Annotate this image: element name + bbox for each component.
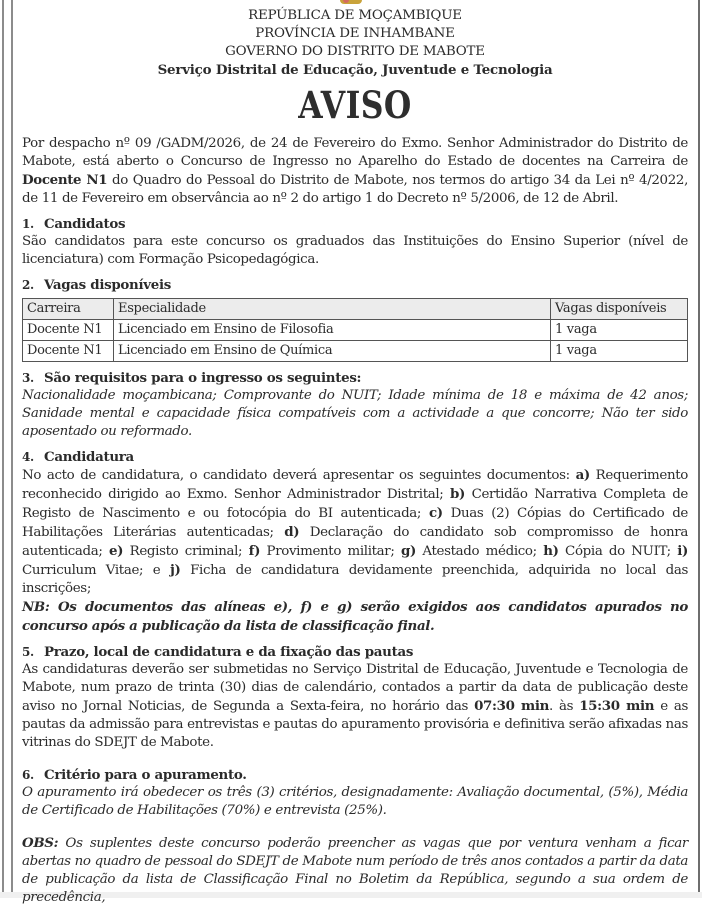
- intro-text-1: Por despacho nº 09 /GADM/2026, de 24 de Fevereiro do Exmo. Senhor Administrador do Distrito de Mabote, está aberto o Concurso de Ingresso no Aparelho do Estado de docentes na Carreira de: [22, 136, 688, 169]
- text: Requerimento reconhecido dirigido ao Exmo. Senhor Administrador Distrital;: [22, 468, 688, 502]
- text: Provimento militar;: [260, 544, 401, 559]
- text: Cópia do NUIT;: [558, 544, 678, 559]
- section-3-text: Nacionalidade moçambicana; Comprovante do NUIT; Idade mínima de 18 e máxima de 42 anos; Sanidade mental e capacidade física compatíveis com a actividade a que concorre; Não ter sido aposentado ou reformado.: [22, 388, 688, 439]
- section-4-heading: [22, 448, 688, 466]
- cell-especialidade: Licenciado em Ensino de Química: [114, 341, 551, 362]
- item-marker: e): [109, 543, 124, 559]
- document-page: [22, 7, 688, 907]
- item-marker: c): [428, 505, 443, 521]
- section-title: São requisitos para o ingresso os seguintes:: [44, 370, 362, 386]
- text: As candidaturas deverão ser submetidas no Serviço Distrital de Educação, Juventude e Tecnologia de Mabote, num prazo de trinta (30) dias de calendário, contados a partir da data de publicação deste aviso no Jornal Noticias, de Segunda a Sexta-feira, no horário das: [22, 662, 688, 714]
- table-row: [23, 341, 688, 362]
- section-2-heading: [22, 276, 688, 294]
- column-header-vagas: Vagas disponíveis: [551, 299, 688, 320]
- obs-label: OBS:: [22, 835, 59, 851]
- table-row: [23, 320, 688, 341]
- header-government: GOVERNO DO DISTRITO DE MABOTE: [225, 44, 485, 59]
- item-marker: j): [170, 562, 181, 578]
- item-marker: d): [284, 524, 300, 540]
- header-province: PROVÍNCIA DE INHAMBANE: [255, 26, 455, 41]
- document-title: AVISO: [298, 83, 412, 127]
- cell-vagas: 1 vaga: [551, 320, 688, 341]
- nb-note: NB: Os documentos das alíneas e), f) e g) serão exigidos aos candidatos apurados no concurso após a publicação da lista de classificação final.: [22, 599, 688, 634]
- section-title: Critério para o apuramento.: [44, 767, 247, 783]
- text: Duas (2) Cópias do Certificado de Habilitações Literárias autenticadas;: [22, 506, 688, 540]
- section-title: Prazo, local de candidatura e da fixação das pautas: [44, 644, 414, 660]
- item-marker: b): [450, 486, 466, 502]
- text: Registo criminal;: [123, 544, 249, 559]
- page-border-right: [698, 0, 700, 892]
- section-number: 2.: [22, 278, 34, 292]
- intro-paragraph: [22, 135, 688, 208]
- start-time: 07:30 min: [474, 698, 549, 714]
- section-title: Candidatura: [44, 449, 134, 465]
- section-title: Vagas disponíveis: [44, 277, 172, 293]
- page-border-left-inner: [11, 0, 13, 892]
- item-marker: i): [677, 543, 688, 559]
- intro-career-bold: Docente N1: [22, 172, 108, 188]
- document-header: [22, 7, 688, 79]
- text: . às: [548, 699, 580, 714]
- section-number: 4.: [22, 450, 34, 464]
- section-5-heading: [22, 643, 688, 661]
- section-number: 6.: [22, 768, 34, 782]
- cell-carreira: Docente N1: [23, 341, 114, 362]
- section-number: 1.: [22, 217, 34, 231]
- section-1-text: São candidatos para este concurso os graduados das Instituições do Ensino Superior (nível de licenciatura) com Formação Psicopedagógica.: [22, 234, 688, 267]
- page-border-left-outer: [2, 0, 4, 892]
- obs-paragraph: [22, 834, 688, 907]
- cell-carreira: Docente N1: [23, 320, 114, 341]
- item-marker: a): [575, 467, 590, 483]
- section-5-text: [22, 661, 688, 752]
- section-number: 3.: [22, 371, 34, 385]
- section-6-heading: [22, 766, 688, 784]
- section-4-text: [22, 466, 688, 636]
- text: Certidão Narrativa Completa de Registo de Nascimento e ou fotocópia do BI autenticada;: [22, 487, 688, 521]
- text: Atestado médico;: [415, 544, 544, 559]
- item-marker: h): [543, 543, 559, 559]
- cell-vagas: 1 vaga: [551, 341, 688, 362]
- text: No acto de candidatura, o candidato deverá apresentar os seguintes documentos:: [22, 468, 576, 483]
- cell-especialidade: Licenciado em Ensino de Filosofia: [114, 320, 551, 341]
- item-marker: f): [248, 543, 261, 559]
- section-title: Candidatos: [44, 216, 126, 232]
- vacancies-table: [22, 298, 688, 362]
- column-header-carreira: Carreira: [23, 299, 114, 320]
- column-header-especialidade: Especialidade: [114, 299, 551, 320]
- header-service: Serviço Distrital de Educação, Juventude e Tecnologia: [157, 62, 553, 78]
- obs-text: Os suplentes deste concurso poderão preencher as vagas que por ventura venham a ficar abertas no quadro de pessoal do SDEJT de Mabote num período de três anos contados a partir da data de publicação da lista de Classificação Final no Boletim da República, segundo a sua ordem de precedência,: [22, 836, 688, 905]
- text: e as pautas da admissão para entrevistas e pautas do apuramento provisória e definitiva serão afixadas nas vitrinas do SDEJT de Mabote.: [22, 699, 689, 750]
- section-1-heading: [22, 215, 688, 233]
- header-republic: REPÚBLICA DE MOÇAMBIQUE: [248, 8, 462, 23]
- item-marker: g): [400, 543, 416, 559]
- section-number: 5.: [22, 645, 34, 659]
- text: Declaração do candidato sob compromisso de honra autenticada;: [22, 525, 688, 559]
- section-6-text: O apuramento irá obedecer os três (3) critérios, designadamente: Avaliação documental, (5%), Média de Certificado de Habilitações (70%) e entrevista (25%).: [22, 785, 688, 818]
- intro-text-2: do Quadro do Pessoal do Distrito de Mabote, nos termos do artigo 34 da Lei nº 4/2022, de 11 de Fevereiro em observância ao nº 2 do artigo 1 do Decreto nº 5/2006, de 12 de Abril.: [22, 173, 688, 206]
- national-emblem-icon: [340, 0, 362, 4]
- section-3-heading: [22, 369, 688, 387]
- text: Ficha de candidatura devidamente preenchida, adquirida no local das inscrições;: [22, 563, 688, 596]
- text: Curriculum Vitae; e: [22, 563, 170, 578]
- table-header-row: [23, 299, 688, 320]
- end-time: 15:30 min: [579, 698, 655, 714]
